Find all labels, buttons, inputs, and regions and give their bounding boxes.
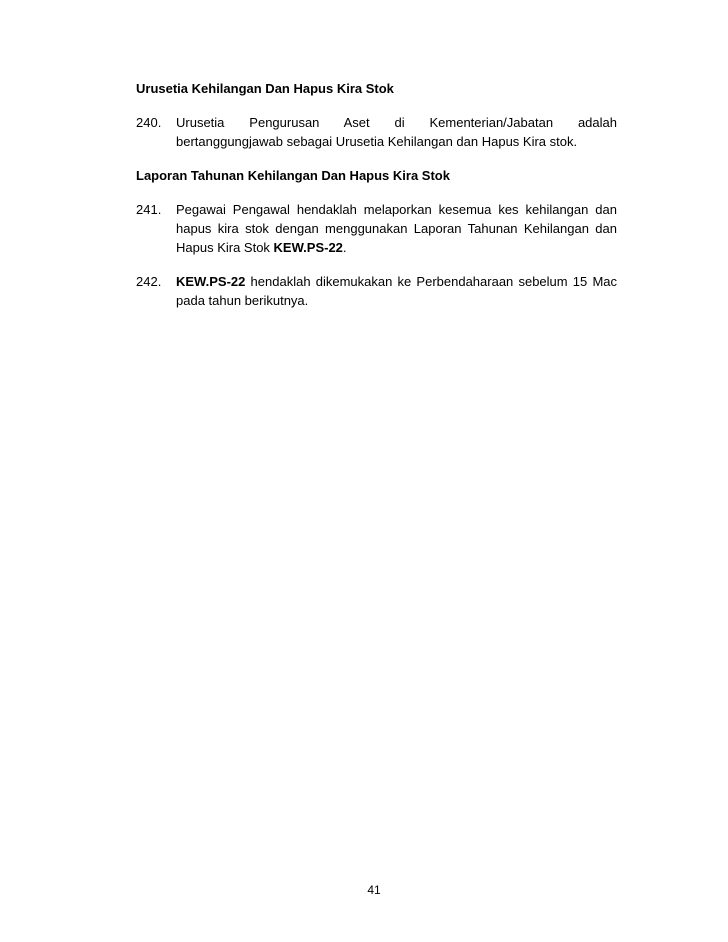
form-code: KEW.PS-22 xyxy=(176,274,246,289)
paragraph-text-body: Pegawai Pengawal hendaklah melaporkan kesemua kes kehilangan dan hapus kira stok dengan menggunakan Laporan Tahunan Kehilangan dan Hapus Kira Stok xyxy=(176,202,617,255)
paragraph-text-body: hendaklah dikemukakan ke Perbendaharaan sebelum 15 Mac pada tahun berikutnya. xyxy=(176,274,617,308)
page-number: 41 xyxy=(367,883,381,897)
paragraph-240 xyxy=(136,113,617,151)
section-heading-laporan-tahunan: Laporan Tahunan Kehilangan Dan Hapus Kira Stok xyxy=(136,168,450,183)
paragraph-text xyxy=(176,200,617,257)
form-code: KEW.PS-22 xyxy=(273,240,343,255)
paragraph-242 xyxy=(136,272,617,310)
paragraph-text: Urusetia Pengurusan Aset di Kementerian/Jabatan adalah bertanggungjawab sebagai Urusetia Kehilangan dan Hapus Kira stok. xyxy=(176,115,617,149)
paragraph-number: 240. xyxy=(136,115,162,130)
paragraph-number: 241. xyxy=(136,202,162,217)
section-heading-urusetia: Urusetia Kehilangan Dan Hapus Kira Stok xyxy=(136,81,394,96)
page-content xyxy=(136,79,617,310)
paragraph-text-end: . xyxy=(342,240,347,255)
paragraph-text xyxy=(176,272,617,310)
paragraph-number: 242. xyxy=(136,274,162,289)
paragraph-241 xyxy=(136,200,617,257)
